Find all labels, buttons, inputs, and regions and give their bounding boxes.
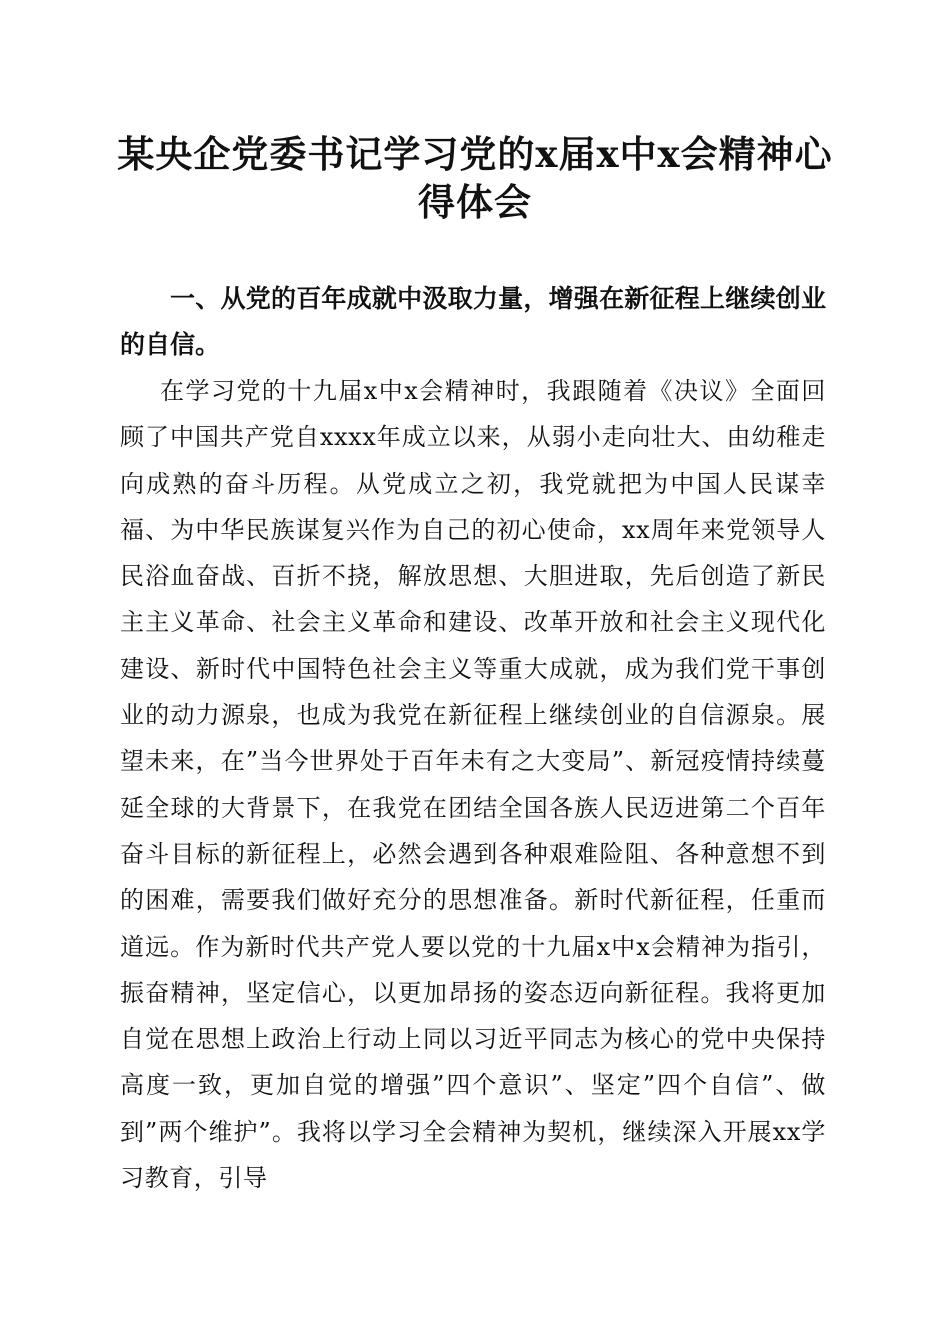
document-body	[120, 276, 826, 1201]
section-heading: 一、从党的百年成就中汲取力量，增强在新征程上继续创业的自信。	[120, 284, 826, 359]
document-title: 某央企党委书记学习党的x届x中x会精神心得体会	[117, 132, 833, 224]
body-paragraph: 在学习党的十九届x中x会精神时，我跟随着《决议》全面回顾了中国共产党自xxxx年成立以来，从弱小走向壮大、由幼稚走向成熟的奋斗历程。从党成立之初，我党就把为中国人民谋幸福、为中华民族谋复兴作为自己的初心使命，xx周年来党领导人民浴血奋战、百折不挠，解放思想、大胆进取，先后创造了新民主主义革命、社会主义革命和建设、改革开放和社会主义现代化建设、新时代中国特色社会主义等重大成就，成为我们党干事创业的动力源泉，也成为我党在新征程上继续创业的自信源泉。展望未来，在”当今世界处于百年未有之大变局”、新冠疫情持续蔓延全球的大背景下，在我党在团结全国各族人民迈进第二个百年奋斗目标的新征程上，必然会遇到各种艰难险阻、各种意想不到的困难，需要我们做好充分的思想准备。新时代新征程，任重而道远。作为新时代共产党人要以党的十九届x中x会精神为指引，振奋精神，坚定信心，以更加昂扬的姿态迈向新征程。我将更加自觉在思想上政治上行动上同以习近平同志为核心的党中央保持高度一致，更加自觉的增强”四个意识”、坚定”四个自信”、做到”两个维护”。我将以学习全会精神为契机，继续深入开展xx学习教育，引导	[120, 377, 826, 1193]
